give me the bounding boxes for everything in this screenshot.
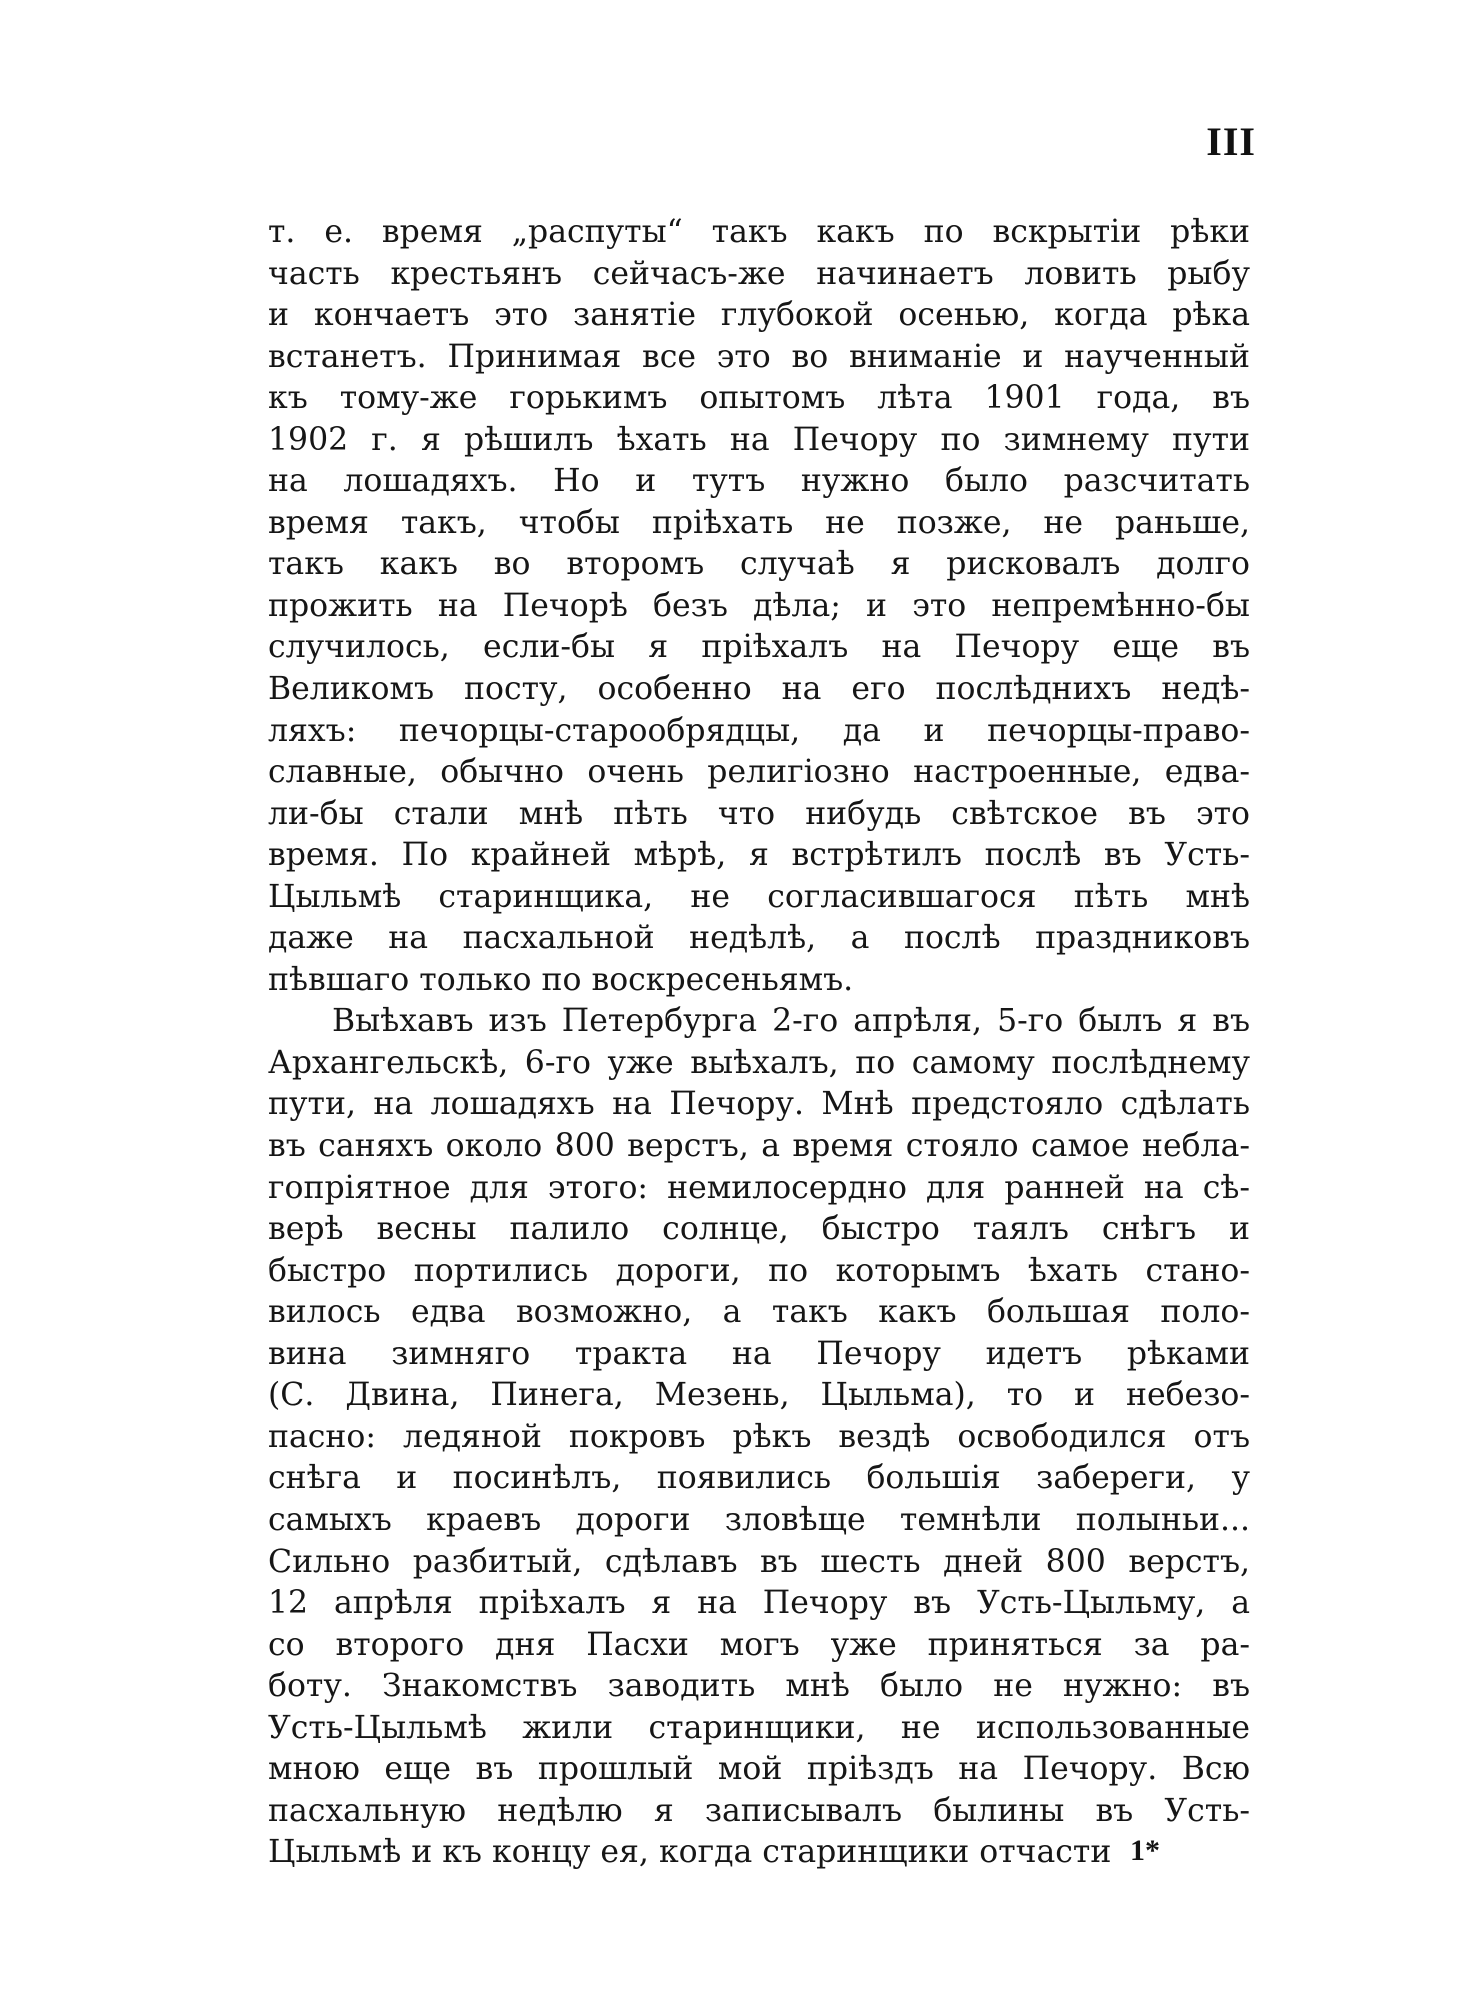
text-line: къ тому-же горькимъ опытомъ лѣта 1901 года, въ xyxy=(268,380,1250,417)
text-line: прожить на Печорѣ безъ дѣла; и это непремѣнно-бы xyxy=(268,587,1250,624)
text-line: ляхъ: печорцы-старообрядцы, да и печорцы-право- xyxy=(268,712,1250,749)
text-line: пасхальную недѣлю я записывалъ былины въ Усть- xyxy=(268,1792,1250,1829)
text-line: снѣга и посинѣлъ, появились большія забереги, у xyxy=(268,1460,1250,1497)
text-line: мною еще въ прошлый мой пріѣздъ на Печору. Всю xyxy=(268,1751,1250,1788)
text-line: пѣвшаго только по воскресеньямъ. xyxy=(268,961,854,998)
text-line: въ саняхъ около 800 верстъ, а время стояло самое небла- xyxy=(268,1128,1250,1165)
page-number: III xyxy=(1206,119,1256,164)
text-line: быстро портились дороги, по которымъ ѣхать стано- xyxy=(268,1252,1250,1289)
text-line: случилось, если-бы я пріѣхалъ на Печору еще въ xyxy=(268,629,1250,666)
text-line: славные, обычно очень религіозно настроенные, едва- xyxy=(268,754,1250,791)
text-line: Цыльмѣ старинщика, не согласившагося пѣть мнѣ xyxy=(268,878,1250,915)
printer-signature-mark: 1* xyxy=(1130,1834,1160,1867)
text-line: встанетъ. Принимая все это во вниманіе и наученный xyxy=(268,338,1250,375)
text-line: 1902 г. я рѣшилъ ѣхать на Печору по зимнему пути xyxy=(268,421,1250,458)
text-line: даже на пасхальной недѣлѣ, а послѣ праздниковъ xyxy=(268,920,1250,957)
text-line: боту. Знакомствъ заводить мнѣ было не нужно: въ xyxy=(268,1668,1250,1705)
text-line: на лошадяхъ. Но и тутъ нужно было разсчитать xyxy=(268,463,1250,500)
text-line: пути, на лошадяхъ на Печору. Мнѣ предстояло сдѣлать xyxy=(268,1086,1250,1123)
body-text xyxy=(268,212,1250,1874)
text-line: Выѣхавъ изъ Петербурга 2-го апрѣля, 5-го былъ я въ xyxy=(332,1003,1250,1040)
text-line: время. По крайней мѣрѣ, я встрѣтилъ послѣ въ Усть- xyxy=(268,837,1250,874)
text-line: вилось едва возможно, а такъ какъ большая поло- xyxy=(268,1294,1250,1331)
text-line: часть крестьянъ сейчасъ-же начинаетъ ловить рыбу xyxy=(268,255,1250,292)
paragraph-1 xyxy=(268,212,1250,1001)
text-line: Сильно разбитый, сдѣлавъ въ шесть дней 800 верстъ, xyxy=(268,1543,1250,1580)
text-line: Великомъ посту, особенно на его послѣднихъ недѣ- xyxy=(268,671,1250,708)
text-line: пасно: ледяной покровъ рѣкъ вездѣ освободился отъ xyxy=(268,1418,1250,1455)
text-line: Усть-Цыльмѣ жили старинщики, не использованные xyxy=(268,1709,1250,1746)
text-line: и кончаетъ это занятіе глубокой осенью, когда рѣка xyxy=(268,297,1250,334)
text-line: (С. Двина, Пинега, Мезень, Цыльма), то и небезо- xyxy=(268,1377,1250,1414)
text-line: такъ какъ во второмъ случаѣ я рисковалъ долго xyxy=(268,546,1250,583)
text-line: 12 апрѣля пріѣхалъ я на Печору въ Усть-Цыльму, а xyxy=(268,1585,1250,1622)
text-line: самыхъ краевъ дороги зловѣще темнѣли полыньи... xyxy=(268,1501,1250,1538)
paragraph-2 xyxy=(268,1001,1250,1873)
text-line: вина зимняго тракта на Печору идетъ рѣками xyxy=(268,1335,1250,1372)
text-line: т. е. время „распуты“ такъ какъ по вскрытіи рѣки xyxy=(268,214,1250,250)
text-line: Цыльмѣ и къ концу ея, когда старинщики отчасти xyxy=(268,1834,1112,1871)
text-line: Архангельскѣ, 6-го уже выѣхалъ, по самому послѣднему xyxy=(268,1044,1250,1081)
text-line: время такъ, чтобы пріѣхать не позже, не раньше, xyxy=(268,504,1250,541)
text-line: со второго дня Пасхи могъ уже приняться за ра- xyxy=(268,1626,1250,1663)
text-line: верѣ весны палило солнце, быстро таялъ снѣгъ и xyxy=(268,1211,1250,1248)
text-line: ли-бы стали мнѣ пѣть что нибудь свѣтское въ это xyxy=(268,795,1250,832)
text-line: гопріятное для этого: немилосердно для ранней на сѣ- xyxy=(268,1169,1250,1206)
